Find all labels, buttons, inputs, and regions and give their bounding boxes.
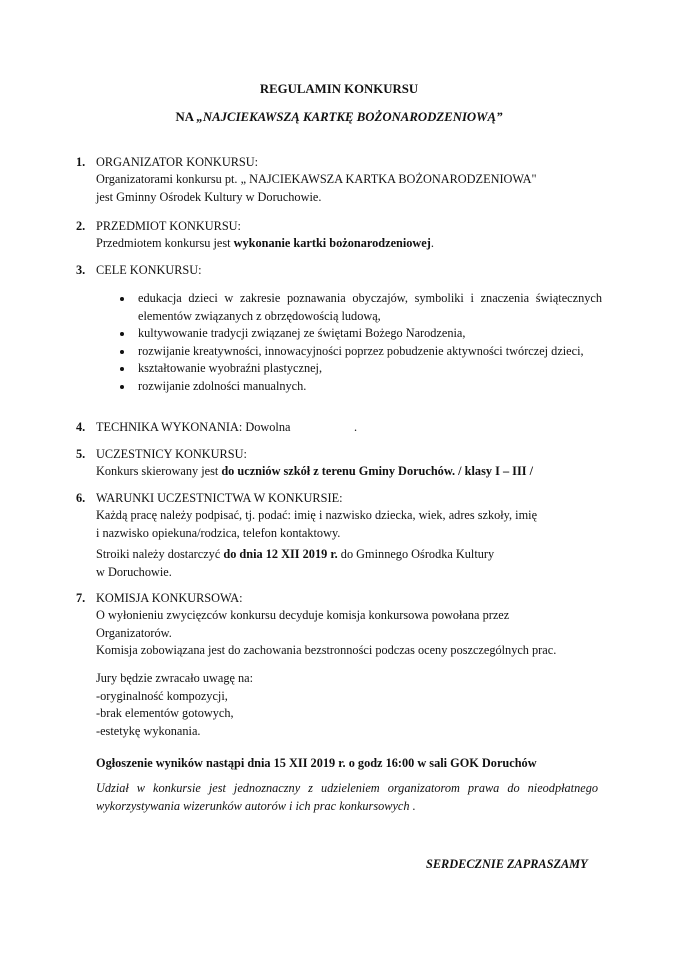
consent-line: Udział w konkursie jest jednoznaczny z udzieleniem organizatorom prawa do nieodpłatnego — [96, 781, 598, 795]
goal-item — [120, 325, 602, 343]
closing-invitation: SERDECZNIE ZAPRASZAMY — [426, 857, 588, 871]
section-text-line — [96, 235, 616, 253]
section-text-line: jest Gminny Ośrodek Kultury w Doruchowie. — [96, 189, 322, 204]
bullet-icon — [120, 332, 124, 336]
section-heading: UCZESTNICY KONKURSU: — [96, 447, 247, 461]
goal-text: edukacja dzieci w zakresie poznawania obyczajów, symboliki i znaczenia świątecznych elementów związanych z obrzędowością ludową, — [138, 291, 602, 323]
subject-bold: wykonanie kartki bożonarodzeniowej — [233, 236, 431, 250]
document-subtitle — [0, 109, 678, 127]
goal-text: rozwijanie zdolności manualnych. — [138, 378, 307, 393]
section-text-line: i nazwisko opiekuna/rodzica, telefon kontaktowy. — [96, 525, 341, 540]
delivery-deadline: do dnia 12 XII 2019 r. — [223, 547, 338, 561]
section-heading: CELE KONKURSU: — [96, 263, 202, 277]
consent-notice — [96, 780, 598, 815]
bullet-icon — [120, 367, 124, 371]
consent-line: wykorzystywania wizerunków autorów i ich prac konkursowych . — [96, 798, 416, 813]
delivery-line — [96, 546, 616, 564]
section-number: 6. — [76, 491, 86, 505]
section-text-line — [96, 463, 616, 481]
delivery-info — [96, 546, 616, 581]
section-number: 7. — [76, 591, 86, 605]
section-heading: PRZEDMIOT KONKURSU: — [96, 219, 241, 233]
section-text-line: Organizatorami konkursu pt. „ NAJCIEKAWSZA KARTKA BOŻONARODZENIOWA" — [96, 172, 537, 186]
subtitle-prefix: NA — [175, 110, 197, 124]
results-announcement: Ogłoszenie wyników nastąpi dnia 15 XII 2019 r. o godz 16:00 w sali GOK Doruchów — [96, 756, 537, 770]
section-number: 1. — [76, 155, 86, 169]
subtitle-contest-name: „NAJCIEKAWSZĄ KARTKĘ BOŻONARODZENIOWĄ” — [196, 110, 503, 124]
section-body — [96, 607, 616, 660]
bullet-icon — [120, 385, 124, 389]
section-number: 3. — [76, 263, 86, 277]
subject-prefix: Przedmiotem konkursu jest — [96, 236, 234, 250]
bullet-icon — [120, 350, 124, 354]
section-text-line: Komisja zobowiązana jest do zachowania bezstronności podczas oceny poszczególnych prac. — [96, 643, 557, 657]
section-heading: TECHNIKA WYKONANIA: Dowolna — [96, 420, 291, 434]
goal-item — [120, 343, 602, 361]
section-body — [96, 507, 616, 542]
goal-item — [120, 290, 602, 325]
section-heading: KOMISJA KONKURSOWA: — [96, 591, 243, 605]
goal-text: kultywowanie tradycji związanej ze świętami Bożego Narodzenia, — [138, 326, 466, 340]
section-text-line: O wyłonieniu zwycięzców konkursu decyduje komisja konkursowa powołana przez — [96, 608, 510, 622]
bullet-icon — [120, 297, 124, 301]
participants-bold: do uczniów szkół z terenu Gminy Doruchów. / klasy I – III / — [221, 464, 534, 478]
section-heading: WARUNKI UCZESTNICTWA W KONKURSIE: — [96, 491, 343, 505]
goal-text: rozwijanie kreatywności, innowacyjności poprzez pobudzenie aktywności twórczej dzieci, — [138, 343, 584, 358]
section-body — [96, 235, 616, 253]
participants-prefix: Konkurs skierowany jest — [96, 464, 222, 478]
section-body — [96, 463, 616, 481]
jury-line: -oryginalność kompozycji, — [96, 688, 228, 703]
jury-line: Jury będzie zwracało uwagę na: — [96, 671, 254, 685]
goal-item — [120, 378, 602, 396]
section-heading: ORGANIZATOR KONKURSU: — [96, 155, 259, 169]
document-title: REGULAMIN KONKURSU — [259, 82, 419, 96]
goal-text: kształtowanie wyobraźni plastycznej, — [138, 361, 323, 375]
section-body — [96, 171, 616, 206]
section-number: 2. — [76, 219, 86, 233]
delivery-suffix: do Gminnego Ośrodka Kultury — [337, 547, 495, 561]
section-text-line: Każdą pracę należy podpisać, tj. podać: imię i nazwisko dziecka, wiek, adres szkoły, imię — [96, 508, 538, 522]
subject-suffix: . — [430, 236, 434, 250]
goals-list — [120, 290, 602, 395]
goal-item — [120, 360, 602, 378]
delivery-line: w Doruchowie. — [96, 564, 172, 579]
jury-criteria — [96, 670, 616, 740]
section-number: 4. — [76, 420, 86, 434]
section-text-line: Organizatorów. — [96, 625, 172, 640]
jury-line: -brak elementów gotowych, — [96, 706, 234, 720]
delivery-prefix: Stroiki należy dostarczyć — [96, 547, 224, 561]
jury-line: -estetykę wykonania. — [96, 723, 201, 738]
section-number: 5. — [76, 447, 86, 461]
trailing-period: . — [354, 420, 358, 434]
